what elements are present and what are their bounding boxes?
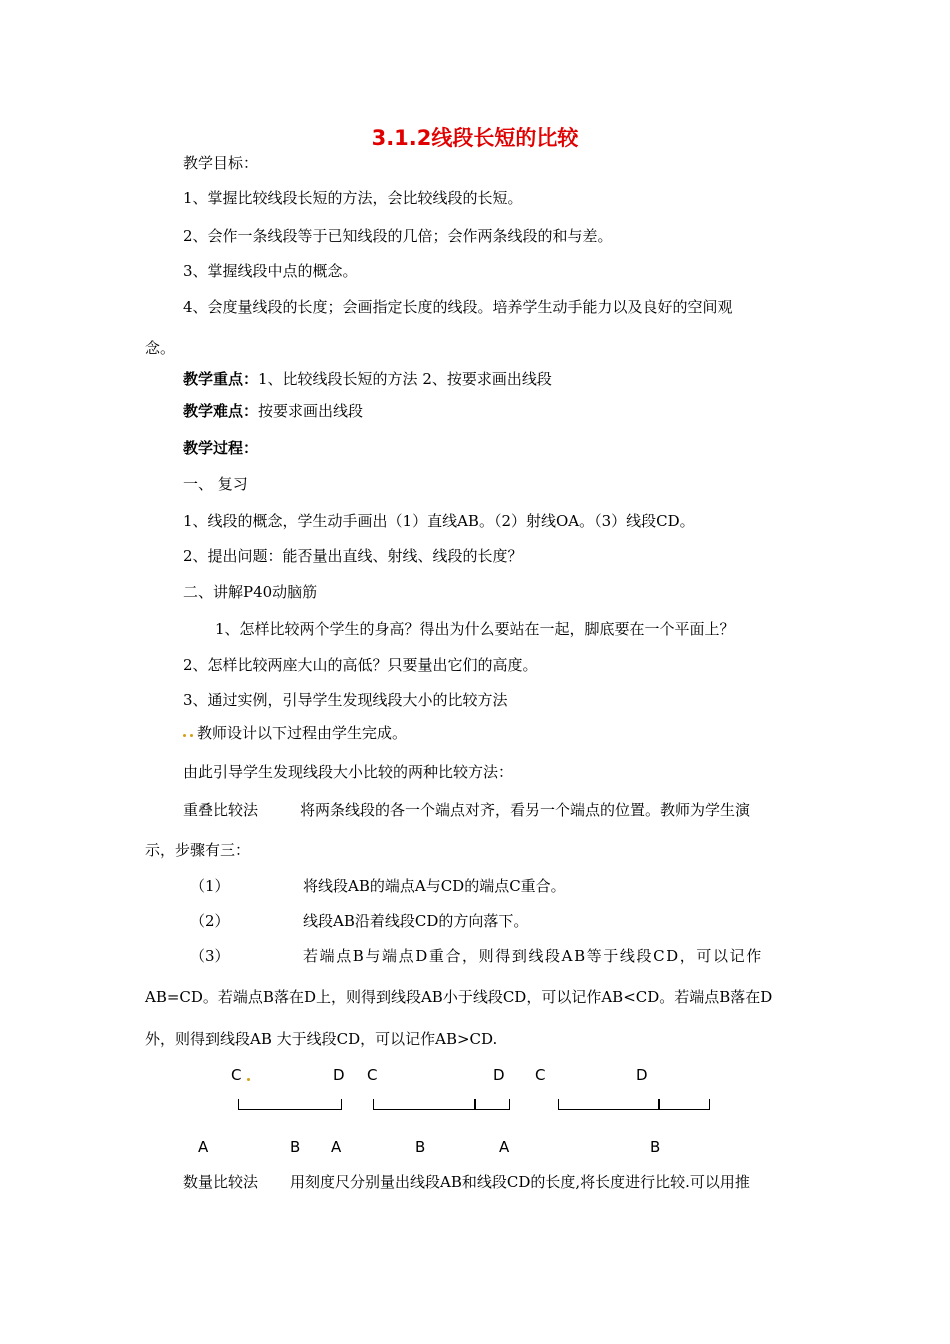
label-C-2: C (367, 1066, 378, 1084)
review-heading: 一、 复习 (183, 475, 248, 493)
process-label: 教学过程： (183, 439, 259, 457)
marker-dot (247, 1078, 250, 1081)
marker-dot (190, 734, 193, 737)
step-2-number: （2） (190, 912, 230, 930)
segment-greater-mark (658, 1099, 660, 1109)
label-A-2: A (331, 1138, 342, 1156)
label-C-1: C (231, 1066, 242, 1084)
step-3-continued-2: 外，则得到线段AB 大于线段CD，可以记作AB>CD. (145, 1030, 498, 1048)
segment-equal (238, 1099, 342, 1110)
explain-heading: 二、讲解P40动脑筋 (183, 583, 318, 601)
label-D-1: D (333, 1066, 345, 1084)
step-1-text: 将线段AB的端点A与CD的端点C重合。 (303, 877, 566, 895)
goal-4: 4、会度量线段的长度；会画指定长度的线段。培养学生动手能力以及良好的空间观 (183, 298, 733, 316)
review-2: 2、提出问题：能否量出直线、射线、线段的长度？ (183, 547, 523, 565)
label-D-3: D (636, 1066, 648, 1084)
segment-greater (558, 1099, 710, 1110)
difficulty-text: 按要求画出线段 (258, 402, 364, 420)
step-3-text: 若端点B与端点D重合，则得到线段AB等于线段CD，可以记作 (303, 947, 763, 965)
review-1: 1、线段的概念，学生动手画出（1）直线AB。（2）射线OA。（3）线段CD。 (183, 512, 695, 530)
overlap-text-continued: 示，步骤有三： (145, 841, 251, 859)
measure-text: 用刻度尺分别量出线段AB和线段CD的长度,将长度进行比较.可以用推 (290, 1173, 750, 1191)
step-2-text: 线段AB沿着线段CD的方向落下。 (303, 912, 529, 930)
marker-dot (183, 734, 186, 737)
label-A-3: A (499, 1138, 510, 1156)
step-3-continued-1: AB=CD。若端点B落在D上，则得到线段AB小于线段CD，可以记作AB<CD。若端点B落在D (145, 988, 773, 1006)
measure-label: 数量比较法 (183, 1173, 259, 1191)
explain-2: 2、怎样比较两座大山的高低？只要量出它们的高度。 (183, 656, 538, 674)
goals-heading: 教学目标： (183, 154, 259, 172)
label-B-2: B (415, 1138, 426, 1156)
key-point-text: 1、比较线段长短的方法 2、按要求画出线段 (258, 370, 552, 388)
key-point (183, 369, 552, 389)
explain-3: 3、通过实例，引导学生发现线段大小的比较方法 (183, 691, 508, 709)
goal-1: 1、掌握比较线段长短的方法，会比较线段的长短。 (183, 189, 523, 207)
difficulty-label: 教学难点： (183, 402, 259, 420)
difficulty (183, 401, 363, 421)
label-B-3: B (650, 1138, 661, 1156)
step-3-number: （3） (190, 947, 230, 965)
key-point-label: 教学重点： (183, 370, 259, 388)
label-A-1: A (198, 1138, 209, 1156)
segment-less (373, 1099, 510, 1110)
overlap-label: 重叠比较法 (183, 801, 259, 819)
goal-2: 2、会作一条线段等于已知线段的几倍；会作两条线段的和与差。 (183, 227, 613, 245)
goal-3: 3、掌握线段中点的概念。 (183, 262, 358, 280)
label-B-1: B (290, 1138, 301, 1156)
explain-1: 1、怎样比较两个学生的身高？得出为什么要站在一起，脚底要在一个平面上？ (215, 620, 735, 638)
label-D-2: D (493, 1066, 505, 1084)
goal-4-continued: 念。 (145, 339, 176, 357)
page-title: 3.1.2线段长短的比较 (371, 126, 579, 150)
explain-5: 由此引导学生发现线段大小比较的两种比较方法： (183, 763, 514, 781)
explain-4: 教师设计以下过程由学生完成。 (197, 724, 408, 742)
segment-less-mark (474, 1099, 476, 1109)
overlap-text: 将两条线段的各一个端点对齐，看另一个端点的位置。教师为学生演 (300, 801, 751, 819)
step-1-number: （1） (190, 877, 230, 895)
label-C-3: C (535, 1066, 546, 1084)
